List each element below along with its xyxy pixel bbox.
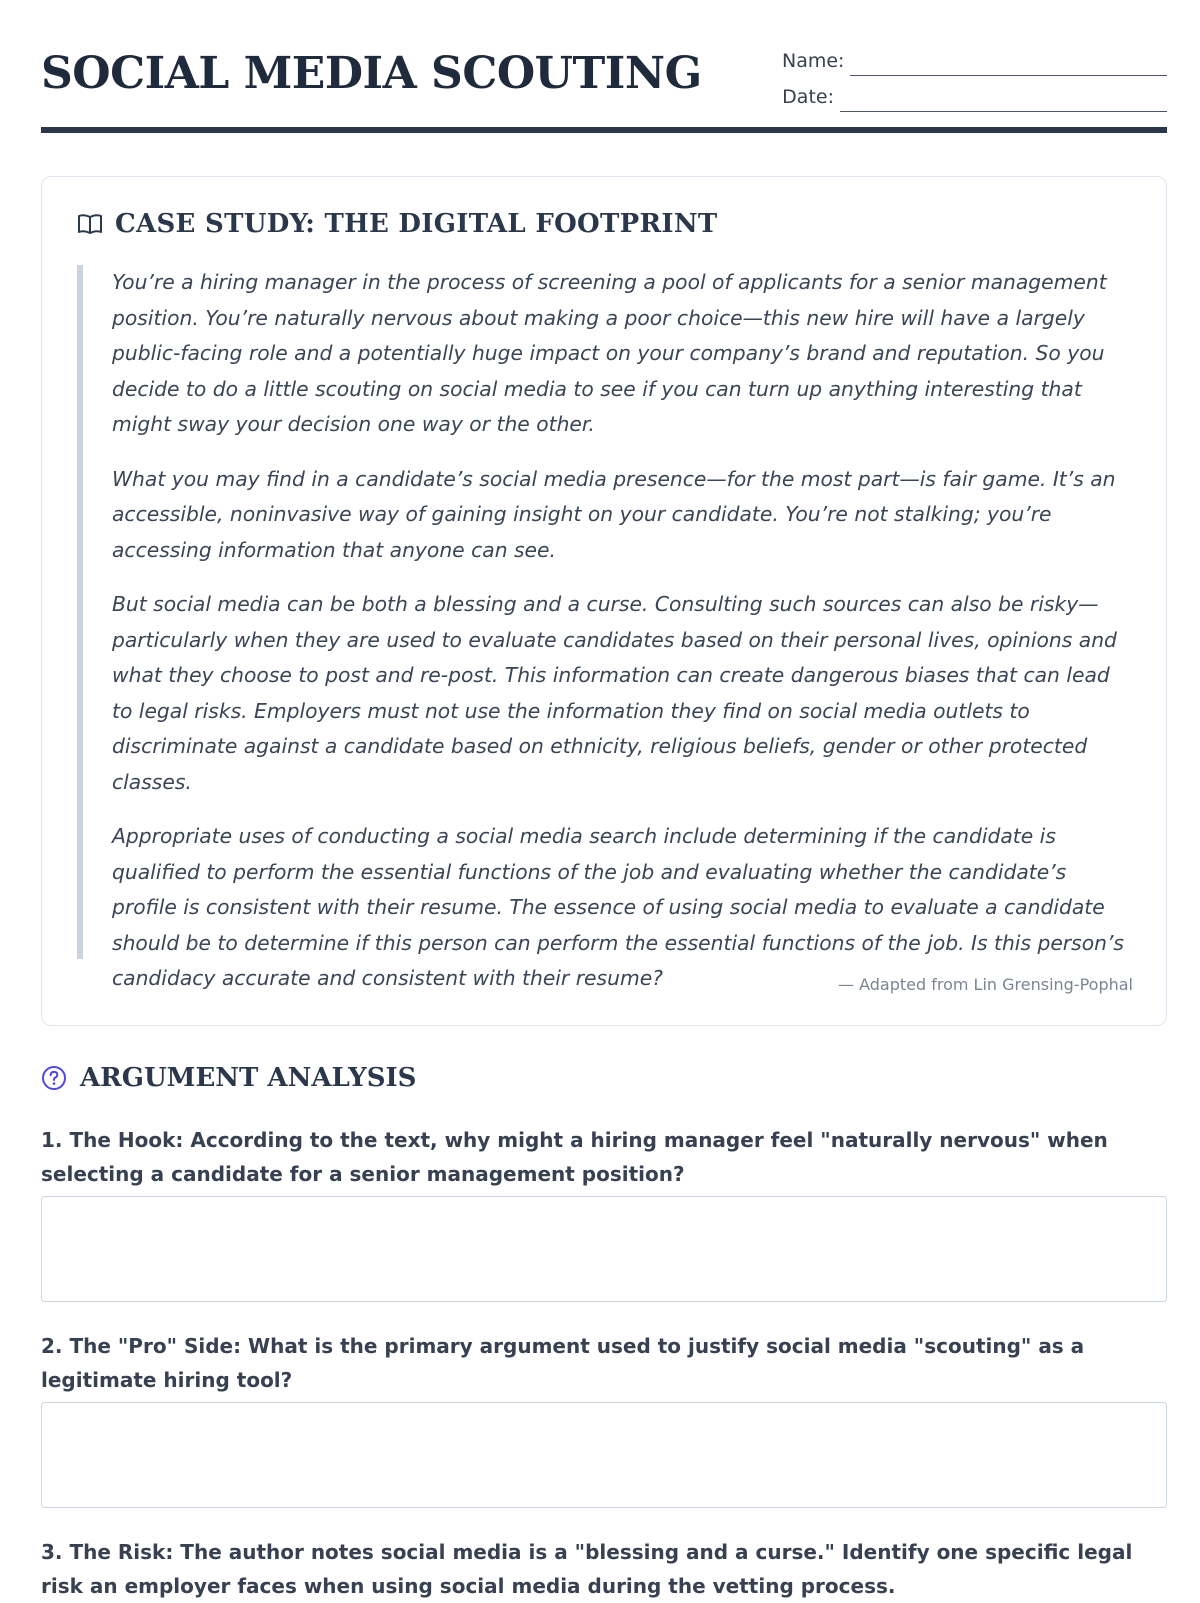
name-row [782, 40, 1167, 76]
quote-paragraph: But social media can be both a blessing and a curse. Consulting such sources can also be risky—particularly when they are used to evaluate candidates based on their personal lives, opinions and what they choose to post and re-post. This information can create dangerous biases that can lead to legal risks. Employers must not use the information they find on social media outlets to discriminate against a candidate based on ethnicity, religious beliefs, gender or other protected classes. [112, 592, 1117, 794]
question-1: 1. The Hook: According to the text, why might a hiring manager feel "naturally nervous" when selecting a candidate for a senior management position? [41, 1128, 1108, 1186]
section-title: ARGUMENT ANALYSIS [80, 1063, 417, 1093]
case-study-title: CASE STUDY: THE DIGITAL FOOTPRINT [115, 209, 718, 239]
book-open-icon [77, 213, 103, 235]
question-2: 2. The "Pro" Side: What is the primary argument used to justify social media "scouting" as a legitimate hiring tool? [41, 1334, 1085, 1392]
question-3: 3. The Risk: The author notes social media is a "blessing and a curse." Identify one specific legal risk an employer faces when using social media during the vetting process. [41, 1540, 1133, 1598]
argument-analysis-heading [41, 1063, 416, 1093]
name-field[interactable] [850, 49, 1167, 76]
question-circle-icon [41, 1065, 67, 1091]
date-label: Date: [782, 86, 834, 108]
date-field[interactable] [840, 85, 1167, 112]
worksheet-header [41, 0, 1167, 133]
quote-paragraph: You’re a hiring manager in the process of screening a pool of applicants for a senior management position. You’re naturally nervous about making a poor choice—this new hire will have a largely public-facing role and a potentially huge impact on your company’s brand and reputation. So you decide to do a little scouting on social media to see if you can turn up anything interesting that might sway your decision one way or the other. [112, 270, 1107, 436]
header-divider [41, 127, 1167, 133]
quote-attribution: — Adapted from Lin Grensing-Pophal [837, 975, 1133, 994]
quote-paragraph: Appropriate uses of conducting a social media search include determining if the candidate is qualified to perform the essential functions of the job and evaluating whether the candidate’s profile is consistent with their resume. The essence of using social media to evaluate a candidate should be to determine if this person can perform the essential functions of the job. Is this person’s candidacy accurate and consistent with their resume? [112, 824, 1124, 990]
student-info [782, 40, 1167, 112]
page-title: SOCIAL MEDIA SCOUTING [41, 48, 702, 99]
case-study-card [41, 176, 1167, 1026]
date-row [782, 76, 1167, 112]
answer-box-1[interactable] [41, 1196, 1167, 1302]
quote-paragraph: What you may find in a candidate’s social media presence—for the most part—is fair game. It’s an accessible, noninvasive way of gaining insight on your candidate. You’re not stalking; you’re accessing information that anyone can see. [112, 466, 1116, 562]
name-label: Name: [782, 50, 845, 72]
answer-box-2[interactable] [41, 1402, 1167, 1508]
case-study-heading [77, 209, 718, 239]
worksheet-page [41, 0, 1167, 1598]
